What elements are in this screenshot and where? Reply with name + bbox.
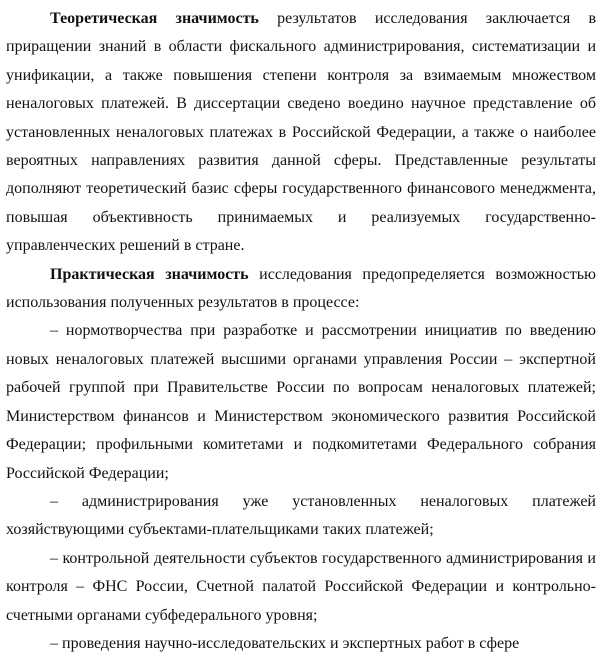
practical-significance-paragraph — [6, 261, 596, 318]
list-item: – контрольной деятельности субъектов государственного администрирования и контроля – ФНС России, Счетной палатой Российской Федерации и контрольно-счетными органами субфедерального уровня; — [6, 549, 596, 624]
theoretical-significance-paragraph — [6, 5, 596, 261]
list-item: – нормотворчества при разработке и рассмотрении инициатив по введению новых неналоговых платежей высшими органами управления России – экспертной рабочей группой при Правительстве России по вопросам неналоговых платежей; Министерством финансов и Министерством экономического развития Российской Федерации; профильными комитетами и подкомитетами Федерального собрания Российской Федерации; — [6, 322, 596, 482]
practical-significance-heading: Практическая значимость — [50, 265, 249, 283]
list-item: – проведения научно-исследовательских и экспертных работ в сфере — [50, 634, 520, 652]
list-item: – администрирования уже установленных неналоговых платежей хозяйствующими субъектами-плательщиками таких платежей; — [6, 492, 596, 539]
theoretical-significance-heading: Теоретическая значимость — [50, 10, 259, 27]
theoretical-significance-text: результатов исследования заключается в приращении знаний в области фискального администрирования, систематизации и унификации, а также повышения степени контроля за взимаемым множеством неналоговых платежей. В диссертации сведено воедино научное представление об установленных неналоговых платежах в Российской Федерации, а также о наиболее вероятных направлениях развития данной сферы. Представленные результаты дополняют теоретический базис сферы государственного финансового менеджмента, повышая объективность принимаемых и реализуемых государственно-управленческих решений в стране. — [6, 10, 597, 255]
practical-significance-text: исследования предопределяется возможностью использования полученных результатов в процессе: — [6, 265, 596, 312]
